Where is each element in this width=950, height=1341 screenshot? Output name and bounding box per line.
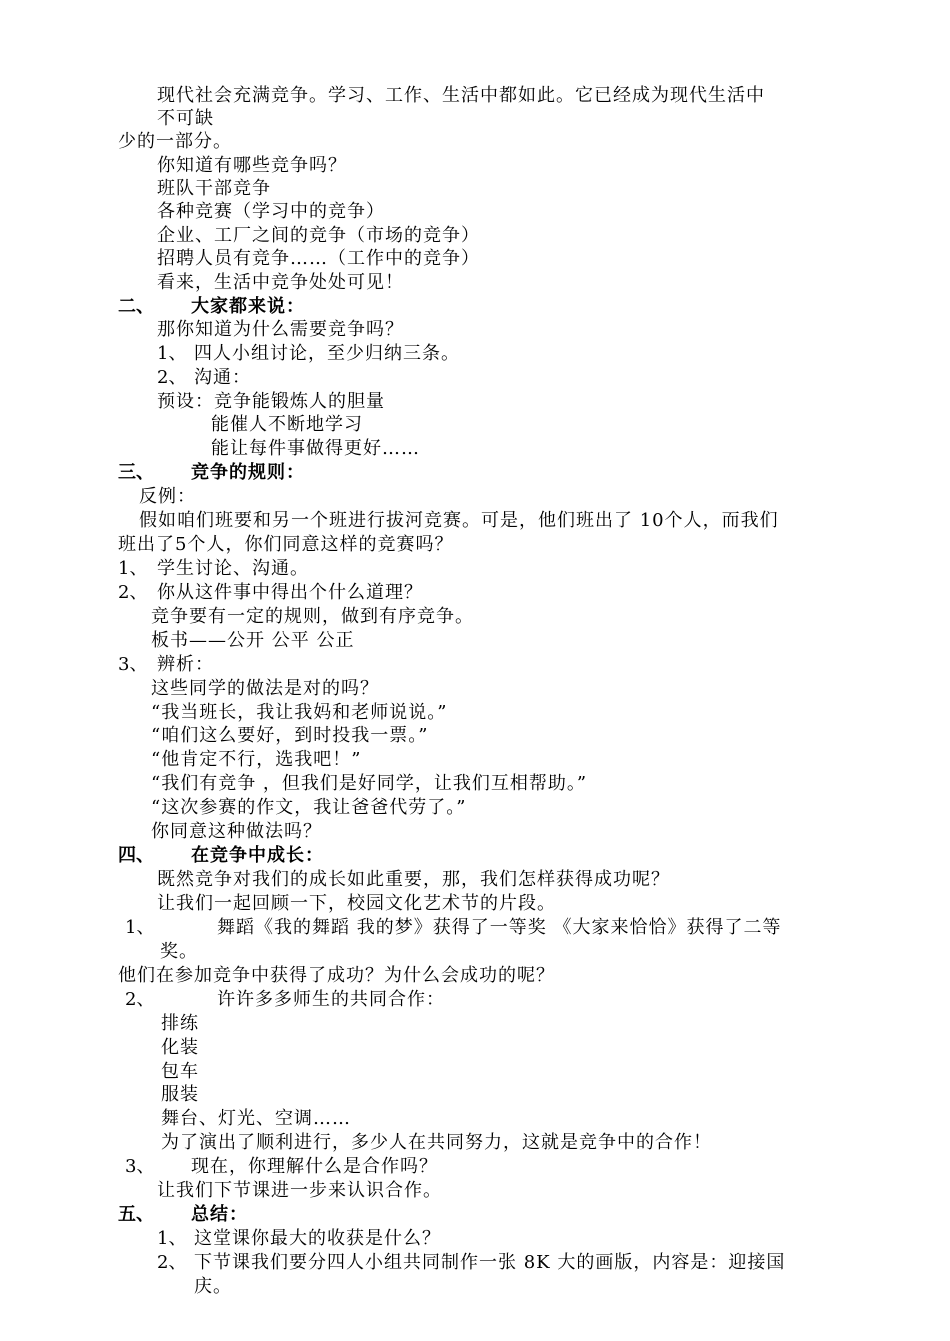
paragraph-line: 为了演出了顺利进行，多少人在共同努力，这就是竞争中的合作！: [161, 1132, 712, 1153]
list-number: 2、: [157, 1252, 187, 1273]
list-item: 沟通：: [194, 367, 251, 388]
list-number: 1、: [118, 558, 148, 579]
section-number: 四、: [118, 845, 154, 866]
list-number: 2、: [118, 582, 148, 603]
discussion-line: 这些同学的做法是对的吗？: [151, 678, 379, 699]
quote-line: “他肯定不行，选我吧！”: [151, 749, 362, 770]
list-item: 下节课我们要分四人小组共同制作一张 8K 大的画版，内容是：迎接国: [194, 1252, 786, 1273]
list-number: 1、: [157, 343, 187, 364]
list-number: 1、: [125, 917, 155, 938]
board-writing: 板书——公开 公平 公正: [151, 630, 355, 651]
section-title: 在竞争中成长：: [191, 845, 324, 866]
work-item: 舞台、灯光、空调……: [161, 1108, 351, 1129]
list-item: 舞蹈《我的舞蹈 我的梦》获得了一等奖 《大家来恰恰》获得了二等: [217, 917, 782, 938]
preset-line: 预设：竞争能锻炼人的胆量: [157, 391, 385, 412]
section-number: 五、: [118, 1204, 154, 1225]
intro-line: 班队干部竞争: [157, 178, 271, 199]
list-number: 1、: [157, 1228, 187, 1249]
paragraph-line: 假如咱们班要和另一个班进行拔河竞赛。可是，他们班出了 10个人，而我们: [139, 510, 779, 531]
list-item: 现在，你理解什么是合作吗？: [191, 1156, 438, 1177]
list-number: 2、: [125, 989, 155, 1010]
section-number: 三、: [118, 462, 154, 483]
list-item: 学生讨论、沟通。: [157, 558, 309, 579]
intro-line: 招聘人员有竞争……（工作中的竞争）: [157, 248, 480, 269]
intro-question: 你知道有哪些竞争吗？: [157, 155, 347, 176]
list-item-continued: 奖。: [160, 941, 198, 962]
section-number: 二、: [118, 296, 154, 317]
work-item: 服装: [161, 1084, 199, 1105]
list-number: 3、: [125, 1156, 155, 1177]
intro-line: 各种竞赛（学习中的竞争）: [157, 201, 385, 222]
intro-line: 少的一部分。: [118, 131, 232, 152]
preset-line: 能催人不断地学习: [211, 414, 363, 435]
preset-line: 能让每件事做得更好……: [211, 438, 420, 459]
work-item: 包车: [161, 1061, 199, 1082]
quote-line: “咱们这么要好，到时投我一票。”: [151, 725, 429, 746]
paragraph-line: 既然竞争对我们的成长如此重要，那，我们怎样获得成功呢？: [157, 869, 670, 890]
section-title: 大家都来说：: [191, 296, 305, 317]
paragraph-line: 让我们一起回顾一下，校园文化艺术节的片段。: [157, 893, 556, 914]
quote-line: “我当班长，我让我妈和老师说说。”: [151, 702, 448, 723]
list-item: 许许多多师生的共同合作：: [217, 989, 445, 1010]
intro-line: 看来，生活中竞争处处可见！: [157, 272, 404, 293]
quote-line: “这次参赛的作文，我让爸爸代劳了。”: [151, 797, 467, 818]
section-question: 那你知道为什么需要竞争吗？: [157, 319, 404, 340]
counterexample-label: 反例：: [139, 486, 196, 507]
list-item: 你从这件事中得出个什么道理？: [157, 582, 423, 603]
intro-line: 现代社会充满竞争。学习、工作、生活中都如此。它已经成为现代生活中: [157, 85, 765, 106]
paragraph-line: 让我们下节课进一步来认识合作。: [157, 1180, 442, 1201]
intro-line: 不可缺: [157, 108, 214, 129]
rule-line: 竞争要有一定的规则，做到有序竞争。: [151, 606, 474, 627]
work-item: 化装: [161, 1037, 199, 1058]
list-item: 四人小组讨论，至少归纳三条。: [194, 343, 460, 364]
discussion-line: 你同意这种做法吗？: [151, 821, 322, 842]
section-title: 竞争的规则：: [191, 462, 305, 483]
quote-line: “我们有竞争 ，但我们是好同学，让我们互相帮助。”: [151, 773, 588, 794]
intro-line: 企业、工厂之间的竞争（市场的竞争）: [157, 225, 480, 246]
paragraph-line: 他们在参加竞争中获得了成功？为什么会成功的呢？: [118, 965, 555, 986]
list-number: 3、: [118, 654, 148, 675]
list-item: 辨析：: [157, 654, 214, 675]
section-title: 总结：: [191, 1204, 248, 1225]
list-item-continued: 庆。: [194, 1276, 232, 1297]
work-item: 排练: [161, 1013, 199, 1034]
list-item: 这堂课你最大的收获是什么？: [194, 1228, 441, 1249]
list-number: 2、: [157, 367, 187, 388]
paragraph-line: 班出了5个人，你们同意这样的竞赛吗？: [118, 534, 454, 555]
